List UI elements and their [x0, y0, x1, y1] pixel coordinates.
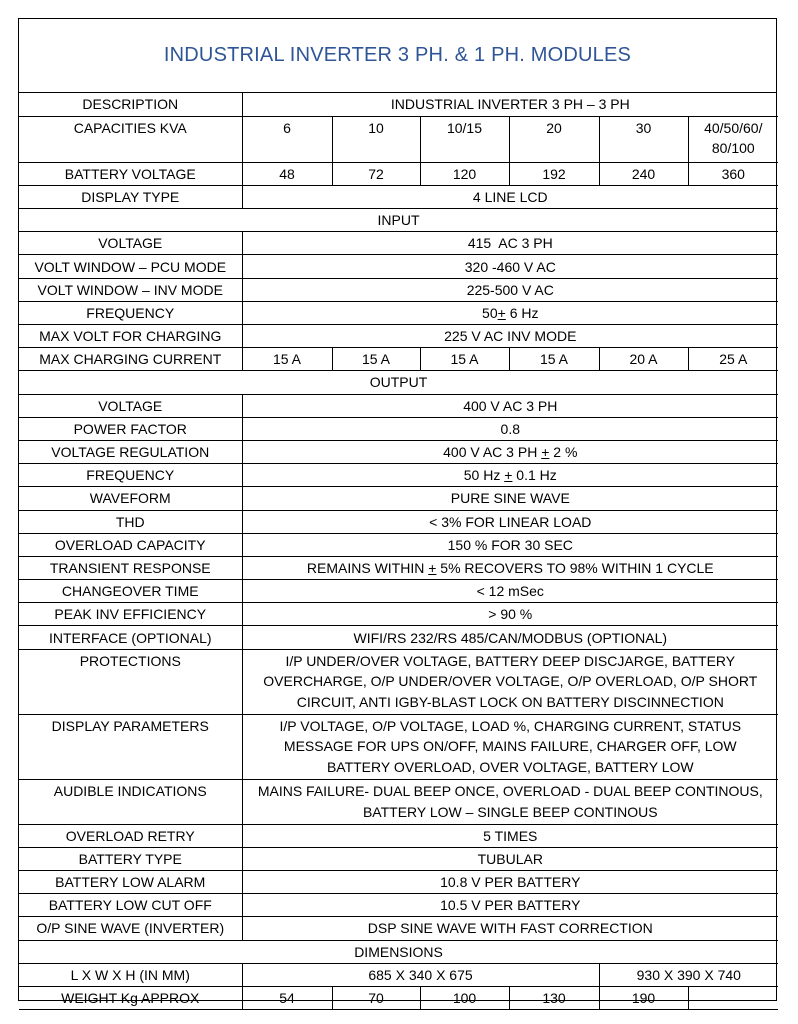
row-value: 0.8: [242, 417, 778, 440]
row-label: O/P SINE WAVE (INVERTER): [19, 917, 242, 940]
table-row: [19, 779, 778, 824]
dimension-cell: 930 X 390 X 740: [599, 963, 778, 986]
value-text: 6 Hz: [505, 304, 539, 321]
row-value: 5 TIMES: [242, 824, 778, 847]
table-row: [19, 394, 778, 417]
row-label: DISPLAY PARAMETERS: [19, 714, 242, 779]
row-label: OVERLOAD RETRY: [19, 824, 242, 847]
table-row: [19, 162, 778, 185]
capacity-cell: 30: [599, 116, 688, 162]
row-value: < 12 mSec: [242, 580, 778, 603]
text-line: BATTERY OVERLOAD, OVER VOLTAGE, BATTERY LOW: [326, 758, 694, 775]
row-label: WEIGHT Kg APPROX: [19, 986, 242, 1009]
row-label: CAPACITIES KVA: [19, 116, 242, 162]
capacity-cell: 20: [509, 116, 599, 162]
section-header-row: [19, 209, 778, 232]
row-label: VOLT WINDOW – PCU MODE: [19, 255, 242, 278]
table-row: [19, 963, 778, 986]
text-line: MAINS FAILURE- DUAL BEEP ONCE, OVERLOAD - DUAL BEEP CONTINOUS,: [257, 783, 763, 800]
table-row: [19, 847, 778, 870]
table-row: [19, 116, 778, 162]
value-text: 5% RECOVERS TO 98% WITHIN 1 CYCLE: [436, 559, 714, 576]
table-row: [19, 917, 778, 940]
table-row: [19, 348, 778, 371]
row-value: DSP SINE WAVE WITH FAST CORRECTION: [242, 917, 778, 940]
dimension-cell: 685 X 340 X 675: [242, 963, 599, 986]
row-label: VOLTAGE: [19, 232, 242, 255]
table-row: [19, 301, 778, 324]
section-header-row: [19, 371, 778, 394]
row-label: POWER FACTOR: [19, 417, 242, 440]
row-label: OVERLOAD CAPACITY: [19, 533, 242, 556]
row-label: BATTERY TYPE: [19, 847, 242, 870]
row-label: THD: [19, 510, 242, 533]
text-line: OVERCHARGE, O/P UNDER/OVER VOLTAGE, O/P OVERLOAD, O/P SHORT: [263, 673, 758, 690]
value-text: REMAINS WITHIN: [306, 559, 429, 576]
row-label: MAX CHARGING CURRENT: [19, 348, 242, 371]
row-value: [242, 556, 778, 579]
row-value: < 3% FOR LINEAR LOAD: [242, 510, 778, 533]
row-value: > 90 %: [242, 603, 778, 626]
table-row: [19, 533, 778, 556]
row-value: [242, 714, 778, 779]
capacity-cell: 10: [332, 116, 420, 162]
table-row: [19, 714, 778, 779]
row-label: WAVEFORM: [19, 487, 242, 510]
value-text: 400 V AC 3 PH: [443, 444, 542, 461]
title-box: [19, 19, 776, 93]
table-row: [19, 325, 778, 348]
document-title: INDUSTRIAL INVERTER 3 PH. & 1 PH. MODULES: [163, 44, 632, 66]
row-label: PROTECTIONS: [19, 649, 242, 714]
weight-cell: 54: [242, 986, 332, 1009]
row-value: 400 V AC 3 PH: [242, 394, 778, 417]
text-line: MESSAGE FOR UPS ON/OFF, MAINS FAILURE, CHARGER OFF, LOW: [283, 738, 737, 755]
row-label: BATTERY VOLTAGE: [19, 162, 242, 185]
capacity-cell: 10/15: [420, 116, 509, 162]
spec-sheet: [18, 18, 777, 1007]
battery-voltage-cell: 48: [242, 162, 332, 185]
battery-voltage-cell: 192: [509, 162, 599, 185]
row-value: [242, 779, 778, 824]
capacity-line: 40/50/60/: [704, 119, 763, 136]
table-row: [19, 580, 778, 603]
plus-minus-sign: +: [497, 304, 506, 321]
plus-minus-sign: +: [541, 444, 550, 461]
table-row: [19, 93, 778, 116]
battery-voltage-cell: 120: [420, 162, 509, 185]
row-value: WIFI/RS 232/RS 485/CAN/MODBUS (OPTIONAL): [242, 626, 778, 649]
table-row: [19, 894, 778, 917]
spec-table: [19, 93, 778, 1010]
table-row: [19, 464, 778, 487]
row-label: VOLT WINDOW – INV MODE: [19, 278, 242, 301]
row-value: 320 -460 V AC: [242, 255, 778, 278]
section-header-dimensions: DIMENSIONS: [19, 940, 778, 963]
charging-current-cell: 15 A: [242, 348, 332, 371]
table-row: [19, 232, 778, 255]
row-label: VOLTAGE REGULATION: [19, 440, 242, 463]
text-line: CIRCUIT, ANTI IGBY-BLAST LOCK ON BATTERY DISCINNECTION: [296, 693, 724, 710]
weight-cell: 190: [599, 986, 688, 1009]
table-row: [19, 649, 778, 714]
row-value: 225 V AC INV MODE: [242, 325, 778, 348]
capacity-cell: 6: [242, 116, 332, 162]
capacity-cell: [688, 116, 778, 162]
weight-cell: 100: [420, 986, 509, 1009]
table-row: [19, 556, 778, 579]
row-value: INDUSTRIAL INVERTER 3 PH – 3 PH: [242, 93, 778, 116]
row-value: 10.8 V PER BATTERY: [242, 871, 778, 894]
row-label: DESCRIPTION: [19, 93, 242, 116]
charging-current-cell: 15 A: [509, 348, 599, 371]
row-value: 225-500 V AC: [242, 278, 778, 301]
row-label: FREQUENCY: [19, 301, 242, 324]
row-value: 150 % FOR 30 SEC: [242, 533, 778, 556]
plus-minus-sign: +: [504, 467, 513, 484]
table-row: [19, 626, 778, 649]
row-value: TUBULAR: [242, 847, 778, 870]
row-label: TRANSIENT RESPONSE: [19, 556, 242, 579]
table-row: [19, 871, 778, 894]
table-row: [19, 510, 778, 533]
row-label: INTERFACE (OPTIONAL): [19, 626, 242, 649]
battery-voltage-cell: 360: [688, 162, 778, 185]
row-label: L X W X H (IN MM): [19, 963, 242, 986]
text-line: I/P UNDER/OVER VOLTAGE, BATTERY DEEP DISCJARGE, BATTERY: [285, 652, 736, 669]
table-row: [19, 440, 778, 463]
row-value: [242, 649, 778, 714]
row-label: BATTERY LOW ALARM: [19, 871, 242, 894]
value-text: 2 %: [549, 444, 578, 461]
capacity-line: 80/100: [711, 139, 755, 156]
row-value: 10.5 V PER BATTERY: [242, 894, 778, 917]
row-value: [242, 440, 778, 463]
value-text: 0.1 Hz: [512, 467, 557, 484]
table-row: [19, 487, 778, 510]
row-value: [242, 301, 778, 324]
text-line: I/P VOLTAGE, O/P VOLTAGE, LOAD %, CHARGING CURRENT, STATUS: [279, 717, 742, 734]
table-row: [19, 255, 778, 278]
section-header-input: INPUT: [19, 209, 778, 232]
section-header-output: OUTPUT: [19, 371, 778, 394]
table-row: [19, 278, 778, 301]
row-label: AUDIBLE INDICATIONS: [19, 779, 242, 824]
charging-current-cell: 15 A: [420, 348, 509, 371]
row-value: [242, 464, 778, 487]
row-label: MAX VOLT FOR CHARGING: [19, 325, 242, 348]
row-label: FREQUENCY: [19, 464, 242, 487]
charging-current-cell: 15 A: [332, 348, 420, 371]
row-label: DISPLAY TYPE: [19, 185, 242, 208]
row-value: 415 AC 3 PH: [242, 232, 778, 255]
row-label: VOLTAGE: [19, 394, 242, 417]
section-header-row: [19, 940, 778, 963]
table-row: [19, 185, 778, 208]
table-row: [19, 417, 778, 440]
plus-minus-sign: +: [428, 559, 437, 576]
table-row: [19, 986, 778, 1009]
table-row: [19, 603, 778, 626]
text-line: BATTERY LOW – SINGLE BEEP CONTINOUS: [362, 803, 658, 820]
table-row: [19, 824, 778, 847]
row-label: CHANGEOVER TIME: [19, 580, 242, 603]
row-value: PURE SINE WAVE: [242, 487, 778, 510]
battery-voltage-cell: 72: [332, 162, 420, 185]
weight-cell: 70: [332, 986, 420, 1009]
charging-current-cell: 20 A: [599, 348, 688, 371]
value-text: 50 Hz: [463, 467, 505, 484]
charging-current-cell: 25 A: [688, 348, 778, 371]
weight-cell: 130: [509, 986, 599, 1009]
row-value: 4 LINE LCD: [242, 185, 778, 208]
row-label: BATTERY LOW CUT OFF: [19, 894, 242, 917]
battery-voltage-cell: 240: [599, 162, 688, 185]
row-label: PEAK INV EFFICIENCY: [19, 603, 242, 626]
value-text: 50: [482, 304, 498, 321]
weight-cell: [688, 986, 778, 1009]
